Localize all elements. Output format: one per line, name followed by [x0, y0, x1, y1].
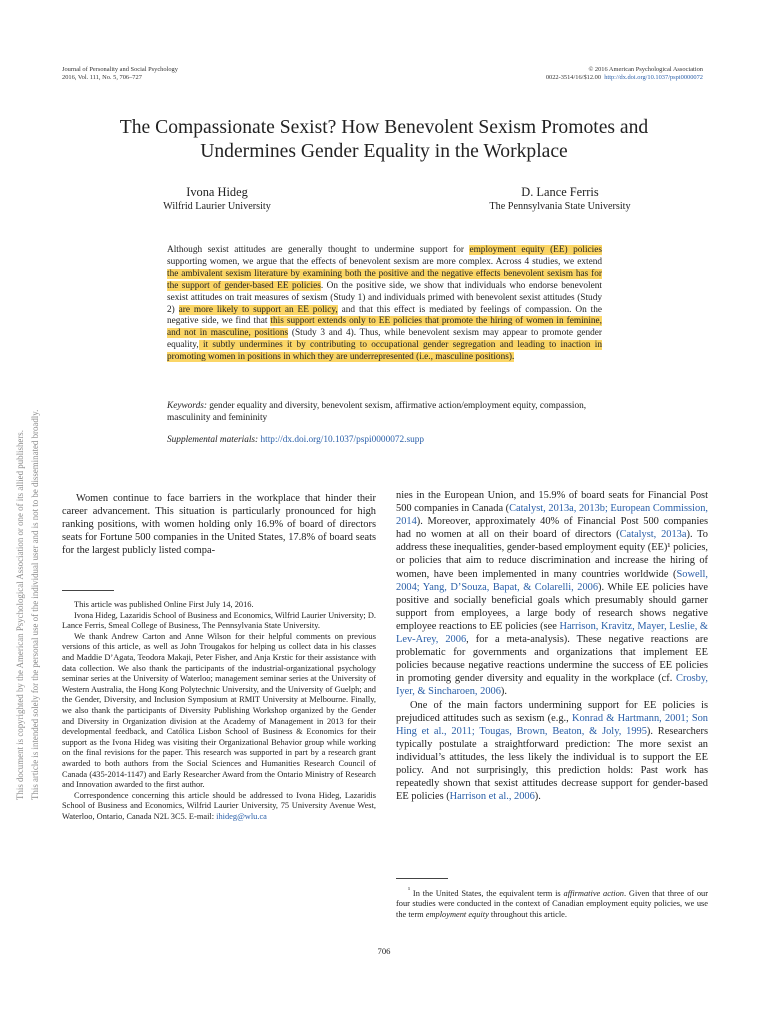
copyright-notice-line-1: This document is copyrighted by the American Psychological Association or one of its allied publishers.: [15, 430, 25, 800]
title-line-1: The Compassionate Sexist? How Benevolent Sexism Promotes and: [119, 117, 649, 138]
body-column-left: [62, 492, 376, 557]
journal-name: Journal of Personality and Social Psychology: [62, 66, 178, 73]
author-name: D. Lance Ferris: [521, 185, 599, 199]
highlighted-text: it subtly undermines it by contributing to occupational gender segregation and leading to inaction in promoting women in positions in which they are underrepresented (i.e., masculine positions).: [167, 340, 602, 363]
body-text: nies in the European Union, and 15.9% of board seats for Financial Post 500 companies in Canada (: [396, 490, 708, 515]
journal-volume: 2016, Vol. 111, No. 5, 706–727: [62, 74, 142, 81]
issn-doi-line: [546, 74, 703, 82]
body-column-right: [396, 489, 708, 803]
abstract-text: . On the positive side, we show that individuals who endorse benevolent sexist attitudes on trait measures of sexism (Study 1) and individuals primed with benevolent sexist attitudes (Study 2): [167, 280, 602, 315]
supplemental-materials: [167, 435, 602, 447]
body-text: ).: [500, 686, 507, 698]
author-block-2: [440, 185, 680, 213]
keywords-label: Keywords:: [167, 401, 207, 411]
page-number: 706: [377, 946, 391, 956]
footnote-marker: ¹: [408, 886, 411, 894]
body-text: ). Researchers typically postulate a straightforward prediction: The more sexist an individual’s attitudes, the less likely the individual is to support the EE policy. And not surprisingly, this prediction holds: Past work has repeatedly shown that sexist attitudes decrease support for gender-based EE policies (: [396, 725, 708, 803]
copyright-notice-line-2: This article is intended solely for the personal use of the individual user and is not to be disseminated broadly.: [30, 409, 40, 800]
body-paragraph: [396, 489, 708, 699]
article-title: [40, 116, 728, 164]
published-note: This article was published Online First July 14, 2016.: [74, 600, 254, 609]
acknowledgments-note: We thank Andrew Carton and Anne Wilson for their helpful comments on previous versions of this article, as well as John Trougakos for helping us collect data in his classes and Maddie D’Agata, Teodora Makaji, Peter Fisher, and Anja Krstic for their assistance with data collection. We also thank the participants of the industrial-organizational psychology seminar series at the University of Waterloo; management seminar series at the University of Western Australia, the Hong Kong Polytechnic University, and the University of Guelph; and the Gender, Diversity, and Inclusion Symposium at RMIT University at Melbourne. Finally, we also thank the participants of Diversity Publishing Workshop organized by the Gender and Diversity in Organization division at the Academy of Management in 2013 for their developmental feedback, and Católica Lisbon School of Business & Economics for their support as the Ivona Hideg was visiting their Organizational Behavior group while working on the final revisions for the paper. This research was supported in part by a research grant awarded to both authors from the Social Sciences and Humanities Research Council of Canada (435-2014-1147) and Early Researcher Award from the Ontario Ministry of Research and Innovation awarded to the first author.: [62, 631, 376, 790]
body-paragraph: [396, 699, 708, 804]
abstract-text: Although sexist attitudes are generally thought to undermine support for: [167, 245, 470, 255]
supplemental-link[interactable]: http://dx.doi.org/10.1037/pspi0000072.supp: [260, 435, 425, 445]
correspondence-note: [62, 791, 376, 823]
citation-link[interactable]: Catalyst, 2013a, 2013b; European Commission, 2014: [396, 503, 708, 528]
citation-link[interactable]: Harrison et al., 2006: [449, 791, 535, 803]
issn: 0022-3514/16/$12.00: [545, 74, 602, 81]
body-text: One of the main factors undermining support for EE policies is prejudiced attitudes such as sexism (e.g.,: [396, 699, 708, 724]
body-paragraph: Women continue to face barriers in the workplace that hinder their career advancement. This situation is particularly pronounced for high ranking positions, with women holding only 16.9% of board of directors seats for Fortune 500 companies in the United States, 17.8% of board seats for the largest publicly listed compa-: [62, 493, 376, 557]
body-text: ). While EE policies have positive and socially beneficial goals which presumably should garner support from employees, a large body of research shows negative employee reactions to EE policies (see: [396, 581, 708, 632]
title-line-2: Undermines Gender Equality in the Workplace: [200, 141, 568, 162]
author-name: Ivona Hideg: [186, 185, 248, 199]
citation-link[interactable]: Catalyst, 2013a: [619, 529, 687, 541]
footnote-italic: affirmative action: [563, 888, 624, 898]
author-note: [62, 600, 376, 822]
author-affiliation: The Pennsylvania State University: [489, 201, 631, 212]
highlighted-text: employment equity (EE) policies: [469, 245, 602, 255]
footnote-divider: [396, 878, 448, 879]
footnote-segment: In the United States, the equivalent term is: [410, 888, 564, 898]
body-text: ). To address these inequalities, gender-based employment equity (EE)¹ policies, or policies that aim to reduce discrimination and increase the hiring of women, have been implemented in many countries worldwide (: [396, 529, 708, 580]
abstract: [167, 245, 602, 364]
body-text: ).: [534, 791, 541, 803]
citation-link[interactable]: Crosby, Iyer, & Sincharoen, 2006: [396, 673, 708, 698]
footnote-1: [396, 885, 708, 921]
footnote-italic: employment equity: [425, 909, 489, 919]
highlighted-text: this support extends only to EE policies that promote the hiring of women in feminine, and not in masculine, positions: [167, 316, 603, 339]
keywords-text: gender equality and diversity, benevolent sexism, affirmative action/employment equity, compassion, masculinity and femininity: [167, 401, 587, 423]
body-text: , for a meta-analysis). These negative reactions are problematic for governments and organizations that implement EE policies because negative reactions undermine the success of EE policies in promoting gender diversity and equality in the workplace (cf.: [396, 634, 708, 685]
running-head-left: [62, 66, 178, 82]
doi-link[interactable]: http://dx.doi.org/10.1037/pspi0000072: [604, 74, 703, 81]
body-text: ). Moreover, approximately 40% of Financial Post 500 companies had no women at all on their board of directors (: [396, 516, 708, 541]
citation-link[interactable]: Sowell, 2004; Yang, D’Souza, Bapat, & Colarelli, 2006: [396, 568, 708, 593]
highlighted-text: the ambivalent sexism literature by examining both the positive and the negative effects benevolent sexism has for the support of gender-based EE policies: [167, 268, 602, 291]
author-affiliation: Wilfrid Laurier University: [163, 201, 271, 212]
abstract-text: and that this effect is mediated by feelings of compassion. On the negative side, we find that: [167, 304, 602, 327]
copyright-line: © 2016 American Psychological Association: [588, 66, 703, 73]
correspondence-text: Correspondence concerning this article should be addressed to Ivona Hideg, Lazaridis School of Business and Economics, Wilfrid Laurier University, 75 University Avenue West, Waterloo, Ontario, Canada N2L 3C5. E-mail:: [62, 790, 376, 821]
footnote-divider: [62, 590, 114, 591]
keywords: [167, 401, 602, 425]
author-block-1: [112, 185, 322, 213]
citation-link[interactable]: Konrad & Hartmann, 2001; Son Hing et al., 2011; Tougas, Brown, Beaton, & Joly, 1995: [396, 712, 708, 737]
abstract-text: supporting women, we argue that the effects of benevolent sexism are more complex. Across 4 studies, we extend: [167, 256, 602, 267]
footnote-segment: throughout this article.: [488, 909, 567, 919]
footnote-segment: . Given that three of our four studies were conducted in the context of Canadian employment equity policies, we use the term: [396, 888, 709, 919]
abstract-text: (Study 3 and 4). Thus, while benevolent sexism may appear to promote gender equality,: [167, 328, 602, 351]
footnote-text: [396, 885, 708, 921]
supplemental-label: Supplemental materials:: [167, 435, 259, 445]
citation-link[interactable]: Harrison, Kravitz, Mayer, Leslie, & Lev-Arey, 2006: [396, 620, 708, 646]
affiliation-note: Ivona Hideg, Lazaridis School of Business and Economics, Wilfrid Laurier University; D. Lance Ferris, Smeal College of Business, The Pennsylvania State University.: [62, 610, 376, 631]
email-link[interactable]: ihideg@wlu.ca: [216, 811, 267, 821]
highlighted-text: are more likely to support an EE policy,: [178, 304, 338, 315]
running-head-right: [546, 66, 703, 82]
